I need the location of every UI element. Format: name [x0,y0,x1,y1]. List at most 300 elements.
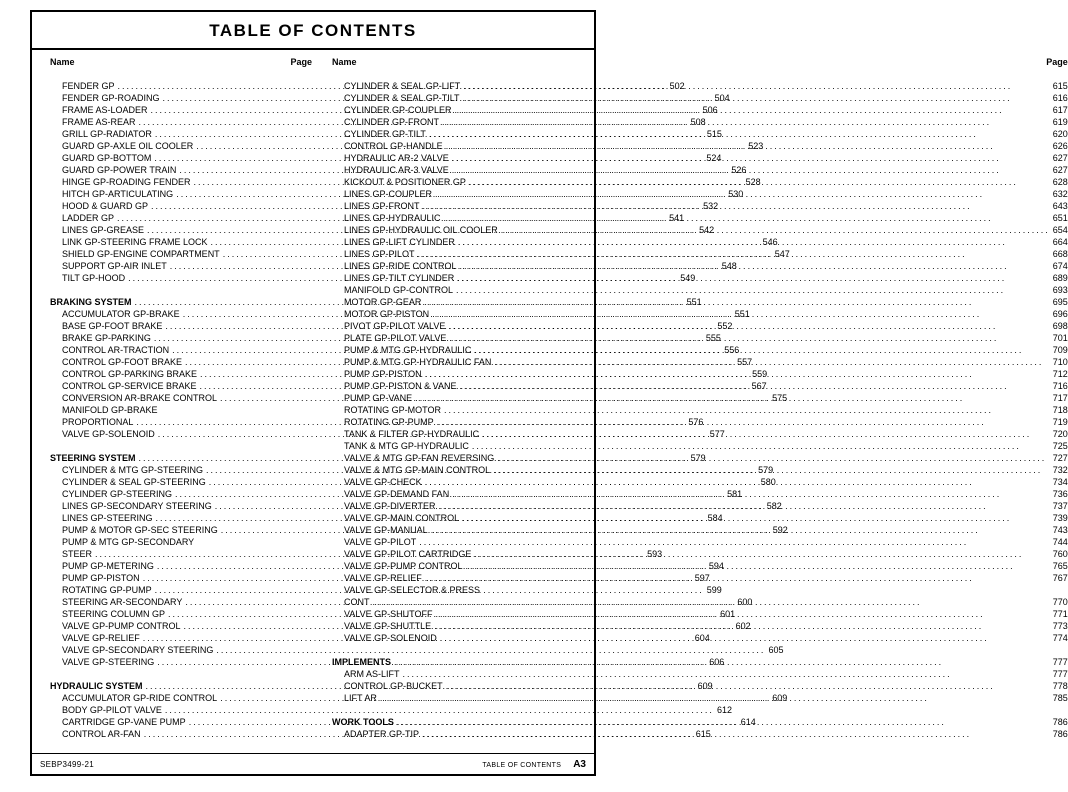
toc-entry-label: CONTROL GP-PARKING BRAKE [62,369,198,379]
toc-entry-label: CONTROL GP-HANDLE [344,141,443,151]
toc-entry-page: 502 [669,81,685,91]
dot-leader [472,440,1050,452]
dot-leader [448,320,1049,332]
toc-entry-label: LINES GP-LIFT CYLINDER [344,237,455,247]
toc-entry-page: 530 [728,189,744,199]
toc-entry-page: 734 [1052,477,1068,487]
toc-entry-page: 620 [1052,129,1068,139]
toc-entry-page: 606 [709,657,725,667]
dot-leader [422,728,1050,740]
toc-entry [332,260,1068,272]
toc-entry-page: 594 [708,561,724,571]
toc-entry-label: GUARD GP-BOTTOM [62,153,152,163]
dot-leader [423,200,1050,212]
toc-entry-page: 609 [772,693,788,703]
toc-entry-label: ROTATING GP-MOTOR [344,405,441,415]
toc-entry [332,200,1068,212]
dot-leader [474,548,1049,560]
dot-leader [446,680,1050,692]
toc-entry-page: 777 [1052,657,1068,667]
dot-leader [449,332,1049,344]
toc-entry-label: PUMP & MTG GP-HYDRAULIC FAN [344,357,492,367]
toc-entry-page: 604 [694,633,710,643]
toc-entry-label: CYLINDER GP-COUPLER [344,105,452,115]
toc-entry-page: 777 [1052,669,1068,679]
toc-entry [332,608,1068,620]
toc-entry [332,296,1068,308]
toc-entry [332,80,1068,92]
toc-entry-label: CARTRIDGE GP-VANE PUMP [62,717,186,727]
dot-leader [458,236,1050,248]
toc-entry-label: CONTROL GP-FOOT BRAKE [62,357,183,367]
toc-entry-label: ARM AS-LIFT [344,669,400,679]
toc-columns [32,50,1068,753]
toc-entry-page: 773 [1052,621,1068,631]
column-header-row [50,56,312,68]
dot-leader [463,80,1050,92]
toc-entry-page: 651 [1052,213,1068,223]
dot-leader [436,608,1050,620]
toc-entry [332,332,1068,344]
toc-entry-page: 555 [705,333,721,343]
toc-entry-page: 547 [774,249,790,259]
toc-entry [332,536,1068,548]
toc-entry-page: 786 [1052,717,1068,727]
dot-leader [425,476,1050,488]
toc-entry-label: PUMP & MOTOR GP-SEC STEERING [62,525,218,535]
toc-entry-label: CYLINDER & SEAL GP-STEERING [62,477,206,487]
dot-leader [373,596,1050,608]
toc-entry-page: 592 [772,525,788,535]
toc-entry-label: WORK TOOLS [332,717,394,727]
toc-entry-page: 695 [1052,297,1068,307]
toc-entry [332,320,1068,332]
toc-entry-label: CONTROL AR-TRACTION [62,345,170,355]
toc-entry-label: PUMP GP-METERING [62,561,154,571]
toc-entry-page: 717 [1052,393,1068,403]
toc-entry-label: GRILL GP-RADIATOR [62,129,152,139]
toc-entry-label: LINES GP-GREASE [62,225,145,235]
dot-leader [403,668,1050,680]
toc-entry-label: VALVE GP-PILOT [344,537,417,547]
toc-entry-page: 526 [731,165,747,175]
toc-entry-page: 549 [680,273,696,283]
dot-leader [474,344,1049,356]
dot-leader [462,512,1050,524]
toc-entry [332,692,1068,704]
toc-entry [332,104,1068,116]
toc-entry-page: 774 [1052,633,1068,643]
toc-entry-page: 508 [690,117,706,127]
toc-entry [332,728,1068,740]
footer-page-number: A3 [573,759,586,770]
toc-entry-label: VALVE GP-DIVERTER [344,501,436,511]
toc-entry-page: 628 [1052,177,1068,187]
toc-entry-label: ACCUMULATOR GP-RIDE CONTROL [62,693,218,703]
toc-entry [332,380,1068,392]
toc-entry [332,152,1068,164]
dot-leader [463,92,1050,104]
toc-entry-label: PUMP GP-PISTON [344,369,422,379]
toc-entry-label: LIFT AR [344,693,377,703]
dot-leader [431,524,1050,536]
toc-entry-page: 778 [1052,681,1068,691]
toc-entry-page: 698 [1052,321,1068,331]
toc-entry-page: 693 [1052,285,1068,295]
toc-entry [332,248,1068,260]
dot-leader [446,140,1050,152]
toc-entry-page: 664 [1052,237,1068,247]
toc-entry-label: PUMP & MTG GP-SECONDARY [62,537,195,547]
toc-entry [332,368,1068,380]
toc-entry-label: CYLINDER & MTG GP-STEERING [62,465,204,475]
toc-entry-page: 712 [1052,369,1068,379]
toc-entry-label: LADDER GP [62,213,115,223]
toc-entry-label: CONVERSION AR-BRAKE CONTROL [62,393,218,403]
toc-entry-page: 556 [724,345,740,355]
dot-leader [455,104,1050,116]
toc-entry-page: 617 [1052,105,1068,115]
toc-entry-page: 602 [735,621,751,631]
page-border-frame [30,10,1068,776]
toc-entry-page: 579 [690,453,706,463]
toc-entry [332,524,1068,536]
toc-entry-page: 548 [721,261,737,271]
toc-entry-page: 551 [686,297,702,307]
toc-entry [332,272,1068,284]
toc-entry-label: BASE GP-FOOT BRAKE [62,321,163,331]
toc-entry-page: 743 [1052,525,1068,535]
dot-leader [435,188,1050,200]
toc-entry [332,596,1068,608]
toc-entry-page: 532 [703,201,719,211]
toc-entry-page: 528 [745,177,761,187]
toc-entry-page: 559 [752,369,768,379]
toc-entry-page: 546 [762,237,778,247]
toc-entry-label: VALVE GP-SHUTTLE [344,621,432,631]
toc-entry-label: VALVE GP-PUMP CONTROL [344,561,463,571]
toc-entry [332,680,1068,692]
toc-spacer [50,668,312,680]
dot-leader [429,128,1050,140]
dot-leader [444,212,1050,224]
column-header-page: Page [290,57,312,67]
toc-entry-page: 696 [1052,309,1068,319]
toc-entry-label: STEERING AR-SECONDARY [62,597,183,607]
toc-column-right [332,56,1068,753]
toc-entry-label: CONT [344,597,370,607]
footer-right-group [482,759,586,770]
toc-entry-label: VALVE GP-PUMP CONTROL [62,621,181,631]
toc-entry-page: 619 [1052,117,1068,127]
toc-entry-page: 709 [1052,345,1068,355]
toc-entry [332,92,1068,104]
toc-entry-label: ROTATING GP-PUMP [62,585,152,595]
toc-entry-page: 718 [1052,405,1068,415]
page-footer [32,753,594,774]
dot-leader [452,164,1050,176]
toc-entry-page: 614 [740,717,756,727]
dot-leader [460,380,1050,392]
dot-leader [469,176,1050,188]
toc-section-heading [332,716,1068,728]
toc-entry-page: 577 [709,429,725,439]
toc-entry-page: 725 [1052,441,1068,451]
toc-entry-page: 727 [1052,453,1068,463]
column-header-page: Page [1046,57,1068,67]
toc-entry [332,128,1068,140]
toc-entry [332,116,1068,128]
dot-leader [452,488,1050,500]
toc-entry-label: VALVE GP-STEERING [62,657,155,667]
toc-entry [332,620,1068,632]
toc-entry-label: CONTROL GP-BUCKET [344,681,443,691]
toc-entry-label: CONTROL AR-FAN [62,729,141,739]
toc-entry-label: VALVE GP-SHUTOFF [344,609,433,619]
toc-entry-page: 626 [1052,141,1068,151]
toc-entry-label: TANK & FILTER GP-HYDRAULIC [344,429,480,439]
toc-entry-page: 767 [1052,573,1068,583]
toc-entry-label: MANIFOLD GP-BRAKE [62,405,158,415]
toc-entry-label: SHIELD GP-ENGINE COMPARTMENT [62,249,220,259]
doc-number: SEBP3499-21 [40,760,95,769]
toc-entry-page: 575 [772,393,788,403]
toc-entry-label: VALVE GP-DEMAND FAN [344,489,450,499]
toc-entry-page: 615 [695,729,711,739]
toc-entry-label: BRAKING SYSTEM [50,297,132,307]
dot-leader [452,152,1050,164]
toc-entry-page: 654 [1052,225,1068,235]
toc-entry-page: 593 [647,549,663,559]
toc-entry-page: 541 [669,213,685,223]
dot-leader [437,416,1050,428]
toc-entry-label: ADAPTER GP-TIP [344,729,420,739]
toc-entry-label: VALVE GP-RELIEF [62,633,140,643]
toc-entry [332,176,1068,188]
toc-entry-label: HYDRAULIC AR-2 VALVE [344,153,449,163]
toc-entry-label: VALVE GP-PILOT CARTRIDGE [344,549,472,559]
dot-leader [380,692,1050,704]
toc-entry-label: CYLINDER GP-FRONT [344,117,440,127]
toc-entry-page: 609 [697,681,713,691]
toc-entry-page: 716 [1052,381,1068,391]
toc-entry-label: BODY GP-PILOT VALVE [62,705,162,715]
toc-entry-label: STEERING SYSTEM [50,453,136,463]
toc-entry [50,404,312,416]
dot-leader [457,272,1050,284]
toc-entry-label: KICKOUT & POSITIONER GP [344,177,466,187]
dot-leader [497,452,1050,464]
toc-entry-label: VALVE GP-SOLENOID [344,633,437,643]
toc-entry-page: 744 [1052,537,1068,547]
toc-entry [332,236,1068,248]
toc-entry-label: PLATE GP-PILOT VALVE [344,333,447,343]
toc-entry-page: 674 [1052,261,1068,271]
toc-entry-page: 786 [1052,729,1068,739]
toc-entry [332,308,1068,320]
toc-entry [332,560,1068,572]
toc-spacer [332,644,1068,656]
toc-entry-label: GUARD GP-POWER TRAIN [62,165,177,175]
toc-entry [332,140,1068,152]
dot-leader [482,428,1050,440]
toc-entry-label: HOOD & GUARD GP [62,201,149,211]
toc-entry-label: PROPORTIONAL [62,417,134,427]
toc-entry-page: 668 [1052,249,1068,259]
toc-entry-label: TILT GP-HOOD [62,273,126,283]
toc-entry-label: VALVE GP-RELIEF [344,573,422,583]
toc-entry-label: VALVE GP-MANUAL [344,525,428,535]
column-header-name: Name [332,57,357,67]
dot-leader [439,500,1050,512]
toc-entry-page: 616 [1052,93,1068,103]
toc-entry-page: 605 [768,645,784,655]
dot-leader [425,572,1050,584]
column-header-row [332,56,1068,68]
toc-entry-page: 524 [706,153,722,163]
toc-entry [332,392,1068,404]
toc-entry-label: FENDER GP [62,81,115,91]
toc-entry-page: 643 [1052,201,1068,211]
dot-leader [432,308,1050,320]
toc-entry [332,404,1068,416]
toc-entry [332,548,1068,560]
toc-entry-page: 515 [706,129,722,139]
dot-leader [394,656,1050,668]
toc-entry-label: CYLINDER GP-STEERING [62,489,173,499]
toc-entry-label: FRAME AS-REAR [62,117,136,127]
toc-entry [332,632,1068,644]
toc-spacer [332,704,1068,716]
toc-entry-page: 523 [748,141,764,151]
toc-entry-page: 719 [1052,417,1068,427]
toc-entry-page: 584 [707,513,723,523]
dot-leader [460,260,1050,272]
dot-leader [440,632,1050,644]
toc-entry [332,356,1068,368]
toc-entry [50,536,312,548]
toc-entry [332,512,1068,524]
toc-entry [332,488,1068,500]
toc-entry-page: 720 [1052,429,1068,439]
dot-leader [444,404,1050,416]
toc-entry-label: VALVE GP-MAIN CONTROL [344,513,460,523]
toc-entry-label: LINES GP-PILOT [344,249,415,259]
toc-entry-label: VALVE GP-SECONDARY STEERING [62,645,214,655]
toc-entry [332,452,1068,464]
toc-entry [332,500,1068,512]
toc-entry-label: CYLINDER GP-TILT [344,129,426,139]
toc-entry-label: LINES GP-COUPLER [344,189,433,199]
toc-entry-page: 765 [1052,561,1068,571]
toc-entry-page: 701 [1052,333,1068,343]
toc-section-heading [332,656,1068,668]
toc-entry-label: IMPLEMENTS [332,657,392,667]
dot-leader [456,284,1050,296]
toc-entry-label: PUMP GP-PISTON & VANE [344,381,457,391]
toc-entry-label: CYLINDER & SEAL GP-TILT [344,93,460,103]
dot-leader [442,116,1050,128]
toc-entry-label: PUMP GP-PISTON [62,573,140,583]
column-header-name: Name [50,57,75,67]
toc-spacer [50,284,312,296]
toc-entry [332,428,1068,440]
toc-entry-label: FENDER GP-ROADING [62,93,160,103]
toc-entry [332,440,1068,452]
toc-entry-label: BRAKE GP-PARKING [62,333,151,343]
toc-entry-label: ACCUMULATOR GP-BRAKE [62,309,180,319]
dot-leader [434,620,1050,632]
page-title: TABLE OF CONTENTS [32,12,594,50]
toc-entry-page: 615 [1052,81,1068,91]
toc-spacer [50,440,312,452]
toc-entry [50,644,784,656]
toc-entry [332,464,1068,476]
toc-entry [332,476,1068,488]
toc-entry-page: 627 [1052,165,1068,175]
toc-entry-label: HINGE GP-ROADING FENDER [62,177,191,187]
toc-entry-page: 580 [760,477,776,487]
toc-entry-label: MOTOR GP-PISTON [344,309,430,319]
toc-entry-label: CONTROL GP-SERVICE BRAKE [62,381,197,391]
toc-entry-page: 557 [737,357,753,367]
dot-leader [397,716,1050,728]
toc-entry-page: 739 [1052,513,1068,523]
toc-entry-page: 632 [1052,189,1068,199]
toc-entry-page: 581 [727,489,743,499]
toc-entry-page: 552 [717,321,733,331]
toc-entry-page: 597 [694,573,710,583]
toc-entry-page: 600 [737,597,753,607]
dot-leader [466,560,1050,572]
toc-entry-page: 576 [688,417,704,427]
toc-entry-label: LINES GP-RIDE CONTROL [344,261,457,271]
toc-entry-page: 542 [699,225,715,235]
toc-entry-label: LINES GP-HYDRAULIC OIL COOLER [344,225,498,235]
toc-entry-page: 771 [1052,609,1068,619]
toc-entry-label: PIVOT GP-PILOT VALVE [344,321,446,331]
toc-entry-label: MOTOR GP-GEAR [344,297,422,307]
toc-entry-label: GUARD GP-AXLE OIL COOLER [62,141,194,151]
toc-entry-page: 760 [1052,549,1068,559]
toc-entry-label: HYDRAULIC AR-3 VALVE [344,165,449,175]
toc-entry-label: VALVE GP-CHECK [344,477,422,487]
toc-entry-page: 551 [734,309,750,319]
toc-entry [332,344,1068,356]
toc-entry-label: PUMP & MTG GP-HYDRAULIC [344,345,472,355]
toc-entry-page: 732 [1052,465,1068,475]
toc-entry-page: 627 [1052,153,1068,163]
toc-entry-page: 612 [716,705,732,715]
toc-entry-label: LINES GP-TILT CYLINDER [344,273,455,283]
dot-leader [418,248,1050,260]
toc-entry-page: 567 [751,381,767,391]
toc-right-entries [332,80,1068,740]
toc-entry-page: 601 [720,609,736,619]
toc-entry-page: 737 [1052,501,1068,511]
toc-entry [332,284,1068,296]
toc-entry [332,572,1068,584]
footer-section-label: TABLE OF CONTENTS [482,762,562,769]
toc-entry-label: ROTATING GP-PUMP [344,417,434,427]
toc-entry-page: 599 [706,585,722,595]
dot-leader [419,536,1050,548]
toc-entry [332,224,1068,236]
toc-entry-page: 736 [1052,489,1068,499]
toc-entry-label: LINES GP-HYDRAULIC [344,213,441,223]
toc-entry-label: PUMP GP-VANE [344,393,413,403]
toc-entry [332,212,1068,224]
